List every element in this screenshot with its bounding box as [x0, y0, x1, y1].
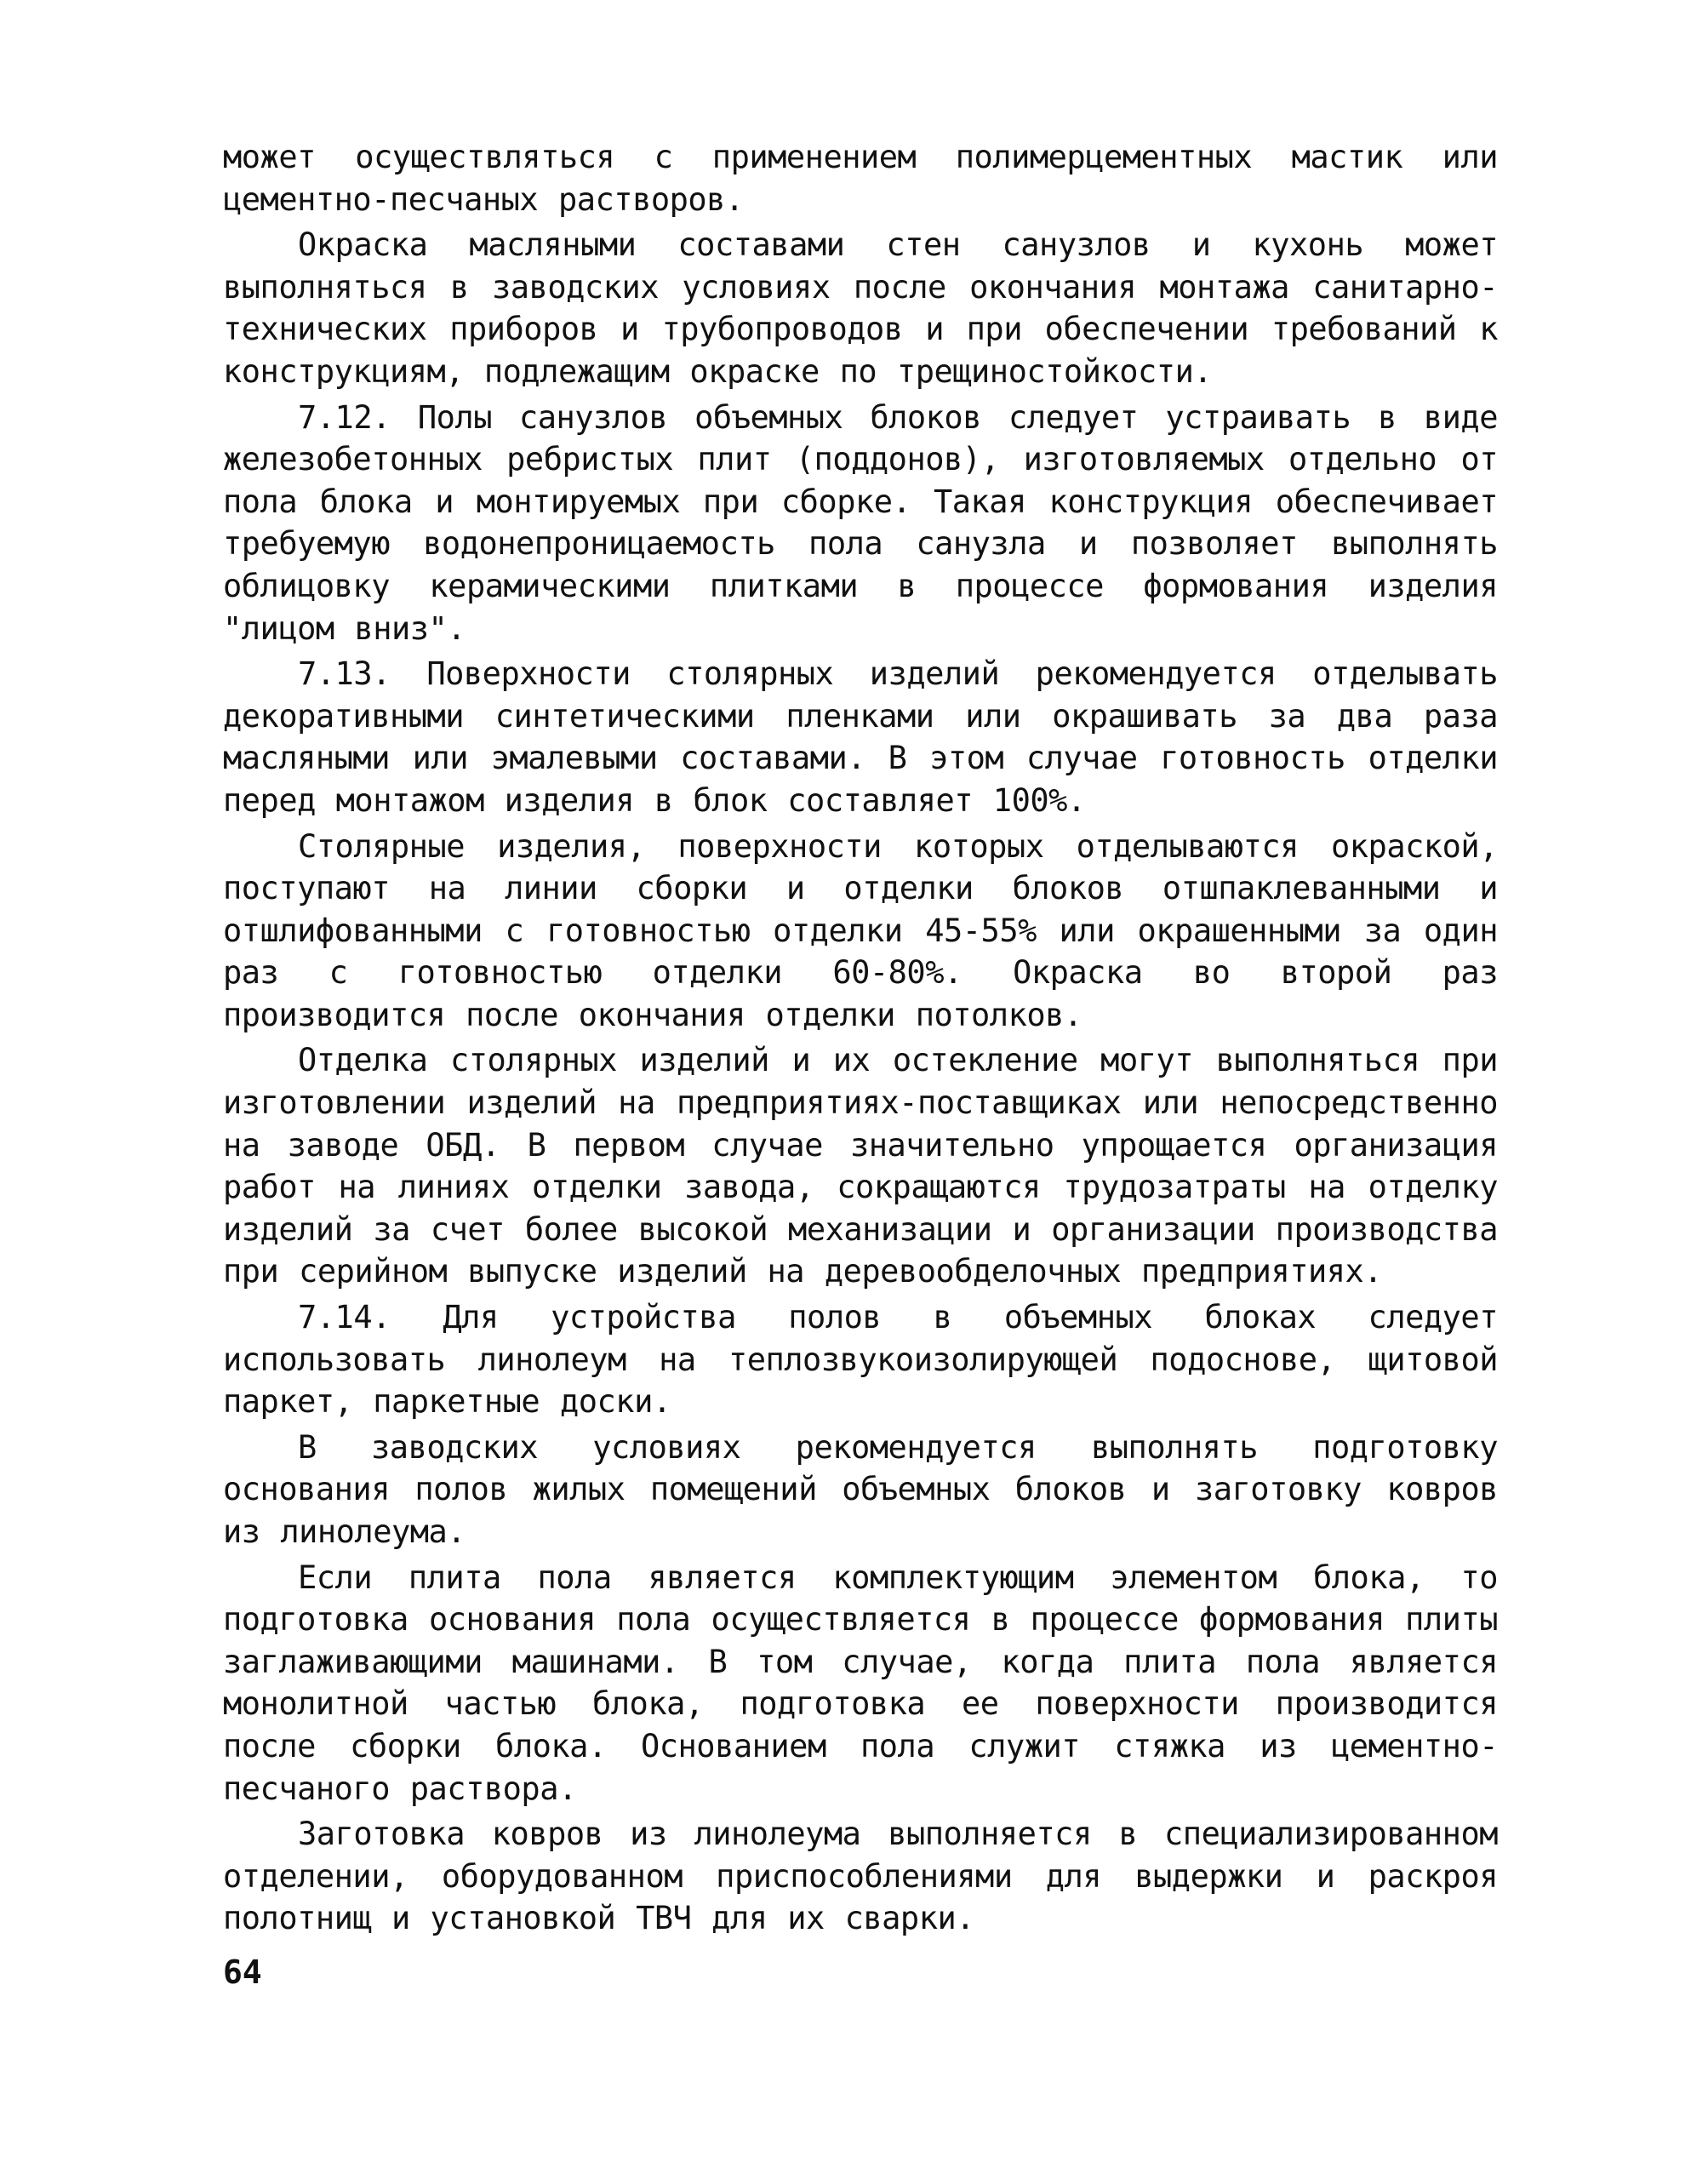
paragraph-continuation: может осуществляться с применением полимерцементных мастик или цементно-песчаных растворов. [223, 139, 1498, 218]
paragraph-linoleum-carpets: Заготовка ковров из линолеума выполняется в специализированном отделении, оборудованном приспособлениями для выдержки и раскроя полотнищ и установкой ТВЧ для их сварки. [223, 1816, 1498, 1937]
paragraph-floor-slab: Если плита пола является комплектующим элементом блока, то подготовка основания пола осуществляется в процессе формования плиты заглаживающими машинами. В том случае, когда плита пола является монолитной частью блока, подготовка ее поверхности производится после сборки блока. Основанием пола служит стяжка из цементно-песчаного раствора. [223, 1559, 1498, 1807]
paragraph-joinery-painting: Столярные изделия, поверхности которых отделываются окраской, поступают на линии сборки и отделки блоков отшпаклеванными и отшлифованными с готовностью отделки 45-55% или окрашенными за один раз с готовностью отделки 60-80%. Окраска во второй раз производится после окончания отделки потолков. [223, 827, 1498, 1033]
paragraph-7-13: 7.13. Поверхности столярных изделий рекомендуется отделывать декоративными синтетическими пленками или окрашивать за два раза масляными или эмалевыми составами. В этом случае готовность отделки перед монтажом изделия в блок составляет 100%. [223, 655, 1498, 819]
paragraph-factory-conditions: В заводских условиях рекомендуется выполнять подготовку основания полов жилых помещений объемных блоков и заготовку ковров из линолеума. [223, 1428, 1498, 1550]
paragraph-joinery-finishing: Отделка столярных изделий и их остекление могут выполняться при изготовлении изделий на предприятиях-поставщиках или непосредственно на заводе ОБД. В первом случае значительно упрощается организация работ на линиях отделки завода, сокращаются трудозатраты на отделку изделий за счет более высокой механизации и организации производства при серийном выпуске изделий на деревообделочных предприятиях. [223, 1042, 1498, 1290]
paragraph-7-12: 7.12. Полы санузлов объемных блоков следует устраивать в виде железобетонных ребристых плит (поддонов), изготовляемых отдельно от пола блока и монтируемых при сборке. Такая конструкция обеспечивает требуемую водонепроницаемость пола санузла и позволяет выполнять облицовку керамическими плитками в процессе формования изделия "лицом вниз". [223, 398, 1498, 647]
paragraph-7-14: 7.14. Для устройства полов в объемных блоках следует использовать линолеум на теплозвукоизолирующей подоснове, щитовой паркет, паркетные доски. [223, 1299, 1498, 1421]
body-text [223, 136, 1498, 1943]
page-number: 64 [223, 1953, 262, 1991]
paragraph-oil-painting: Окраска масляными составами стен санузлов и кухонь может выполняться в заводских условиях после окончания монтажа санитарно-технических приборов и трубопроводов и при обеспечении требований к конструкциям, подлежащим окраске по трещиностойкости. [223, 226, 1498, 390]
